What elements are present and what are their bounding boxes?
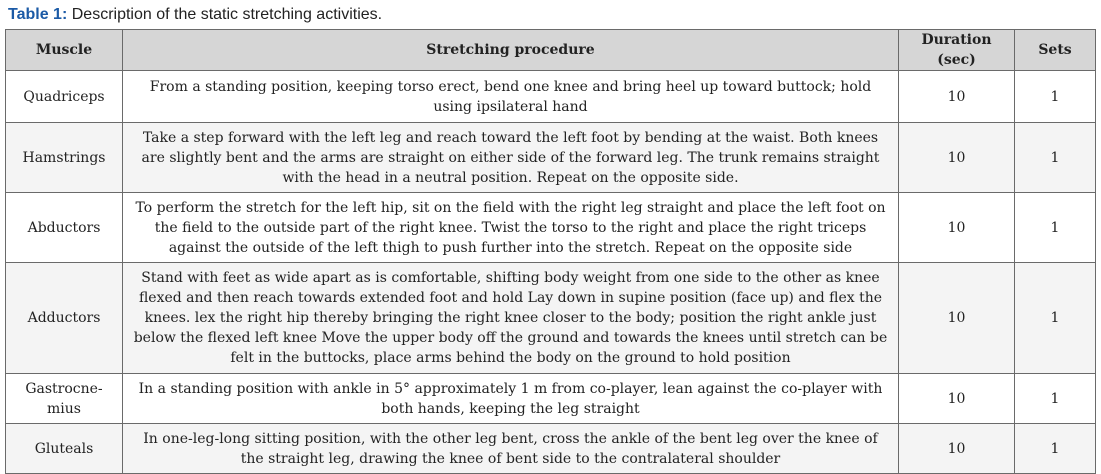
sets-cell: 1	[1015, 263, 1096, 374]
table-row	[6, 123, 1096, 193]
duration-cell: 10	[899, 71, 1015, 123]
procedure-cell: To perform the stretch for the left hip, sit on the field with the right leg straight and place the left foot on the field to the outside part of the right knee. Twist the torso to the right and place the right triceps against the outside of the left thigh to push further into the stretch. Repeat on the opposite side	[123, 193, 899, 263]
sets-cell: 1	[1015, 123, 1096, 193]
procedure-cell: In one-leg-long sitting position, with the other leg bent, cross the ankle of the bent leg over the knee of the straight leg, drawing the knee of bent side to the contralateral shoulder	[123, 424, 899, 474]
table-row	[6, 71, 1096, 123]
duration-cell: 10	[899, 424, 1015, 474]
muscle-cell: Adductors	[6, 263, 123, 374]
muscle-cell: Gluteals	[6, 424, 123, 474]
duration-cell: 10	[899, 263, 1015, 374]
header-muscle: Muscle	[6, 30, 123, 71]
table-row	[6, 263, 1096, 374]
sets-cell: 1	[1015, 71, 1096, 123]
procedure-cell: Take a step forward with the left leg and reach toward the left foot by bending at the waist. Both knees are slightly bent and the arms are straight on either side of the forward leg. The trunk remains straight with the head in a neutral position. Repeat on the opposite side.	[123, 123, 899, 193]
table-caption-label: Table 1:	[8, 6, 68, 23]
table-caption	[8, 5, 382, 25]
header-sets: Sets	[1015, 30, 1096, 71]
sets-cell: 1	[1015, 424, 1096, 474]
muscle-cell: Gastrocne-mius	[6, 374, 123, 424]
header-stretching-procedure: Stretching procedure	[123, 30, 899, 71]
duration-cell: 10	[899, 193, 1015, 263]
duration-cell: 10	[899, 374, 1015, 424]
table-row	[6, 424, 1096, 474]
sets-cell: 1	[1015, 193, 1096, 263]
table-row	[6, 193, 1096, 263]
muscle-cell: Hamstrings	[6, 123, 123, 193]
table-caption-text: Description of the static stretching activities.	[71, 6, 383, 23]
muscle-cell: Abductors	[6, 193, 123, 263]
duration-cell: 10	[899, 123, 1015, 193]
table-row	[6, 374, 1096, 424]
table-header-row	[6, 30, 1096, 71]
procedure-cell: In a standing position with ankle in 5° approximately 1 m from co-player, lean against the co-player with both hands, keeping the leg straight	[123, 374, 899, 424]
muscle-cell: Quadriceps	[6, 71, 123, 123]
header-duration: Duration (sec)	[899, 30, 1015, 71]
stretching-table	[5, 29, 1096, 474]
procedure-cell: Stand with feet as wide apart as is comfortable, shifting body weight from one side to the other as knee flexed and then reach towards extended foot and hold Lay down in supine position (face up) and flex the knees. lex the right hip thereby bringing the right knee closer to the body; position the right ankle just below the flexed left knee Move the upper body off the ground and towards the knees until stretch can be felt in the buttocks, place arms behind the body on the ground to hold position	[123, 263, 899, 374]
procedure-cell: From a standing position, keeping torso erect, bend one knee and bring heel up toward buttock; hold using ipsilateral hand	[123, 71, 899, 123]
sets-cell: 1	[1015, 374, 1096, 424]
